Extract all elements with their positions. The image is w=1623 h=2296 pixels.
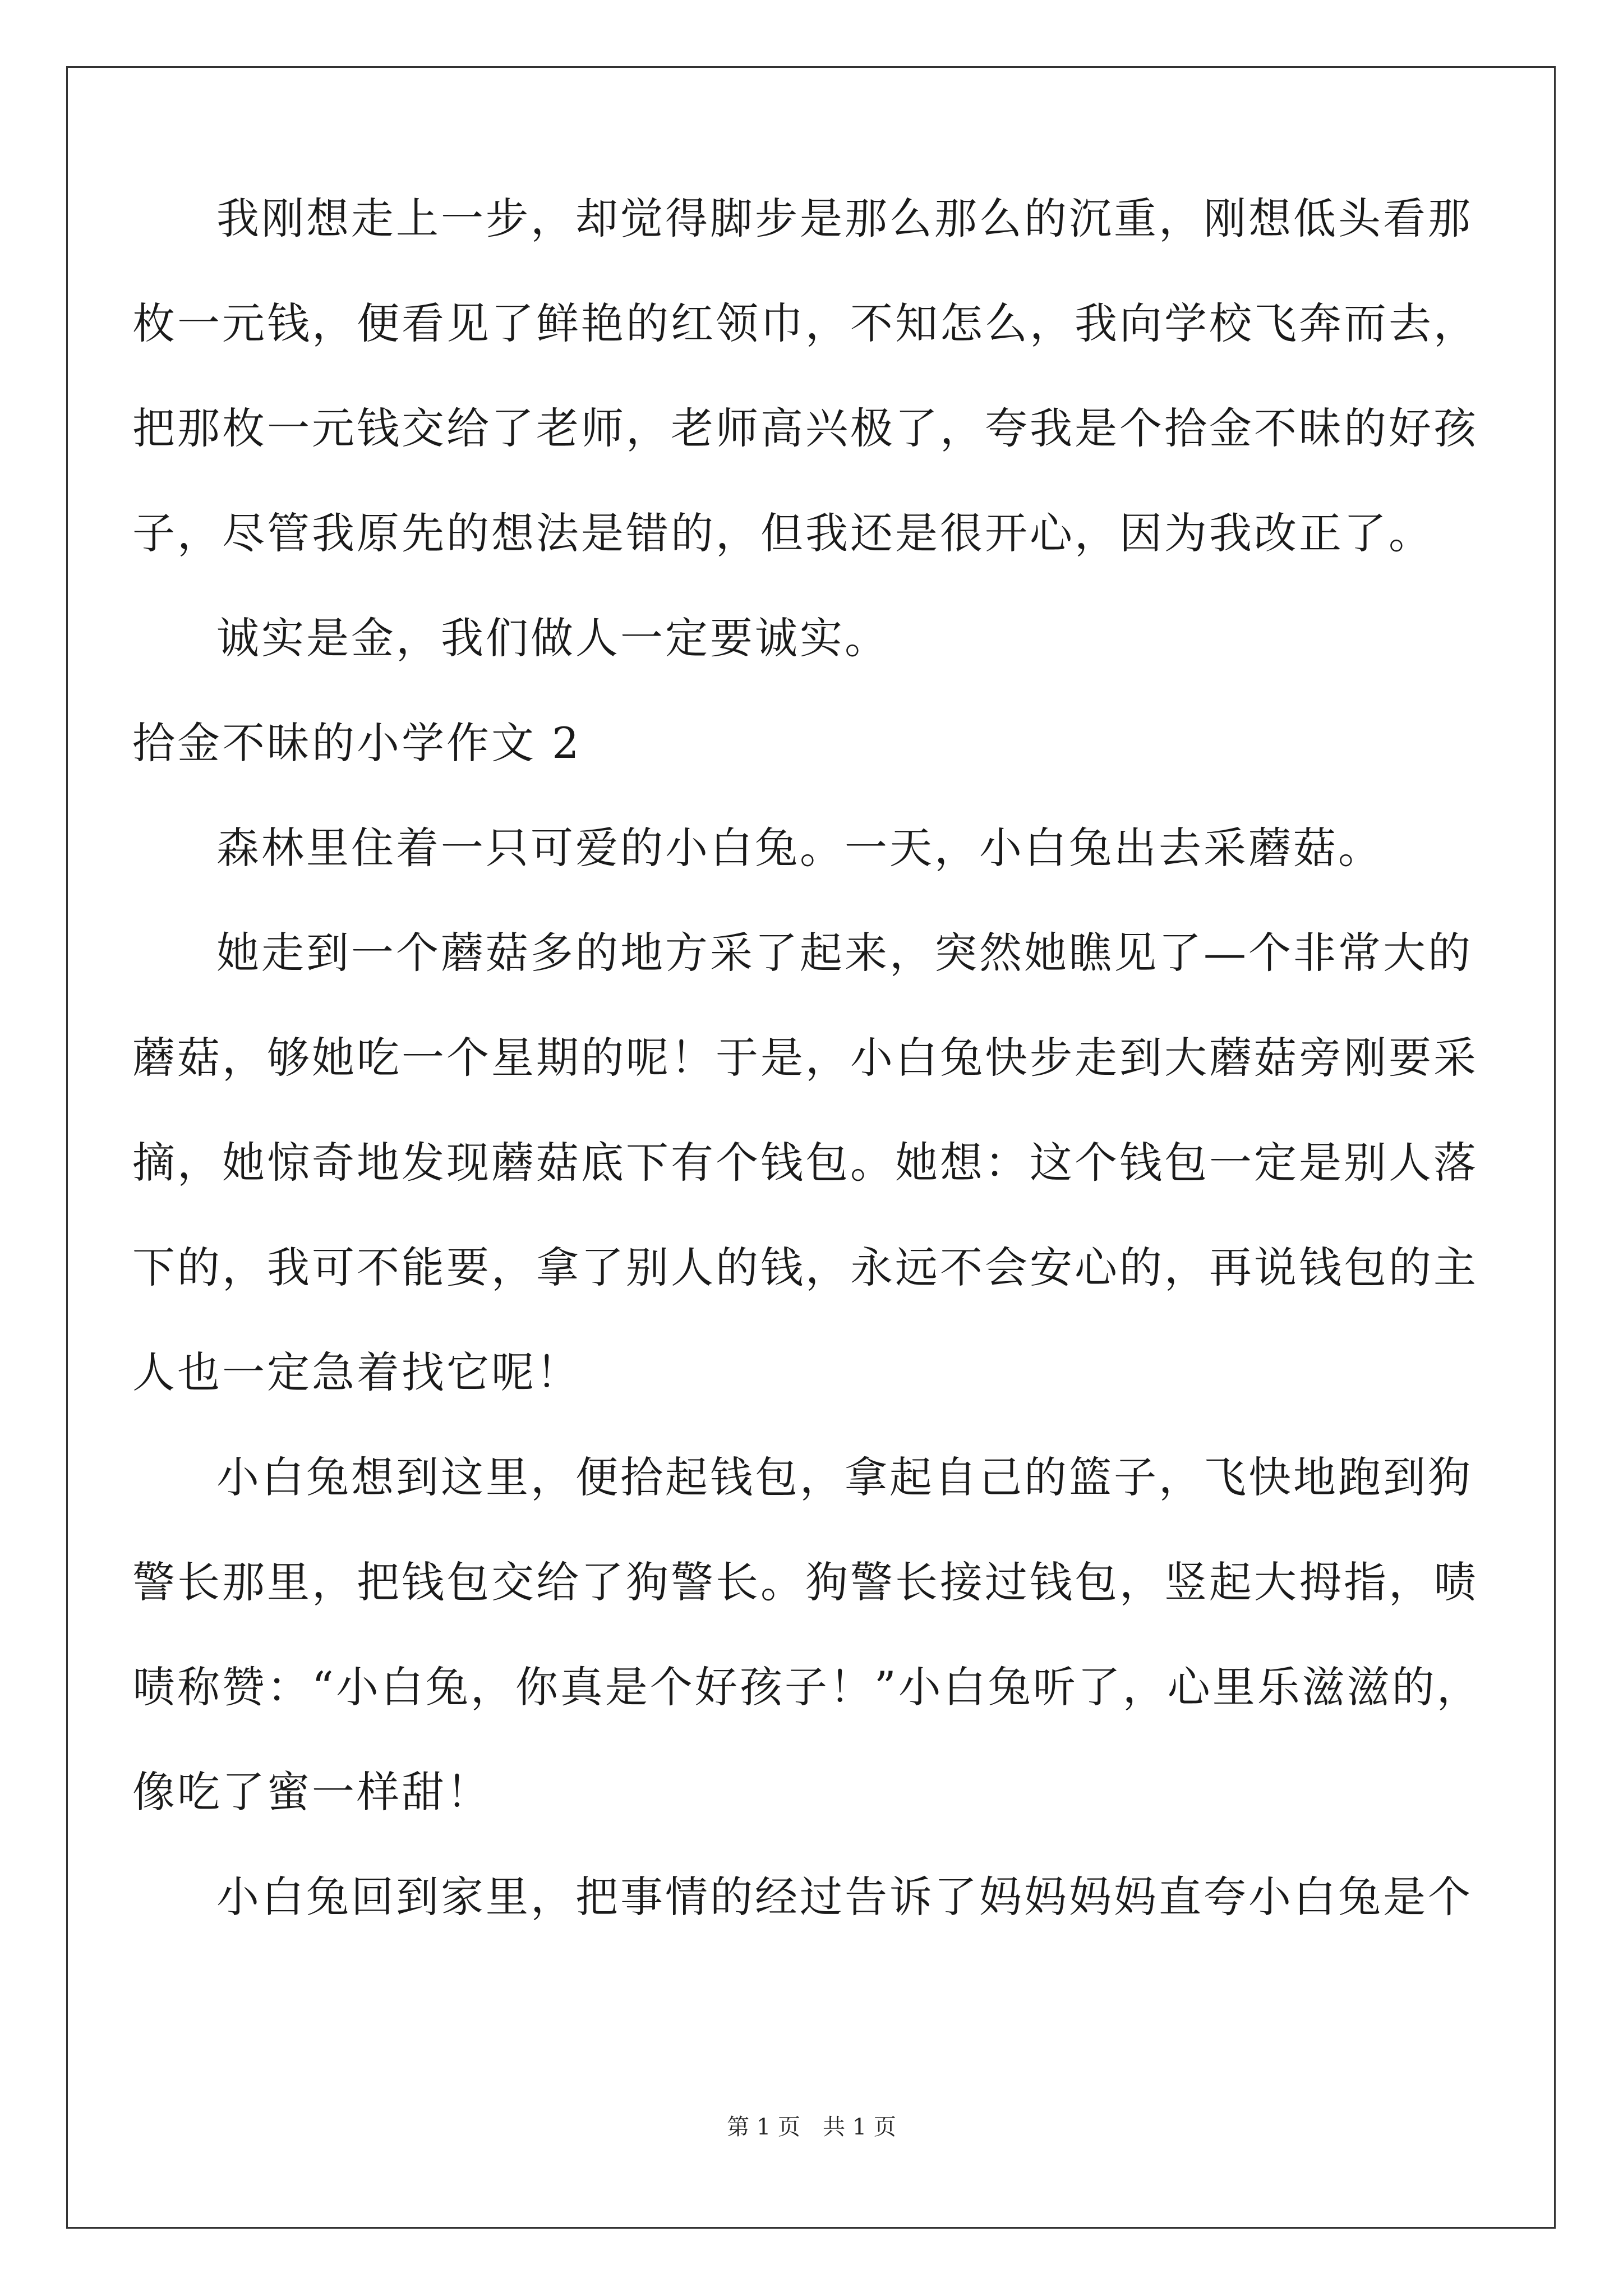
paragraph-line: 啧称赞：“小白兔，你真是个好孩子！”小白兔听了，心里乐滋滋的， bbox=[132, 1662, 1482, 1712]
paragraph-line: 子，尽管我原先的想法是错的，但我还是很开心，因为我改正了。 bbox=[132, 508, 1433, 558]
paragraph-line: 人也一定急着找它呢！ bbox=[132, 1347, 581, 1397]
paragraph-line: 我刚想走上一步，却觉得脚步是那么那么的沉重，刚想低头看那 bbox=[216, 194, 1473, 243]
paragraph-line: 枚一元钱，便看见了鲜艳的红领巾，不知怎么，我向学校飞奔而去， bbox=[132, 298, 1478, 348]
paragraph-line: 她走到一个蘑菇多的地方采了起来，突然她瞧见了—个非常大的 bbox=[216, 928, 1473, 978]
paragraph-line: 警长那里，把钱包交给了狗警长。狗警长接过钱包，竖起大拇指，啧 bbox=[132, 1557, 1478, 1607]
paragraph-line: 蘑菇，够她吃一个星期的呢！于是，小白兔快步走到大蘑菇旁刚要采 bbox=[132, 1033, 1478, 1083]
paragraph-line: 小白兔回到家里，把事情的经过告诉了妈妈妈妈直夸小白兔是个 bbox=[216, 1872, 1473, 1922]
paragraph-line: 小白兔想到这里，便拾起钱包，拿起自己的篮子，飞快地跑到狗 bbox=[216, 1452, 1473, 1502]
paragraph-line: 森林里住着一只可爱的小白兔。一天，小白兔出去采蘑菇。 bbox=[216, 823, 1383, 873]
paragraph-line: 摘，她惊奇地发现蘑菇底下有个钱包。她想：这个钱包一定是别人落 bbox=[132, 1138, 1478, 1188]
paragraph-line: 诚实是金，我们做人一定要诚实。 bbox=[216, 613, 889, 663]
paragraph-line: 像吃了蜜一样甜！ bbox=[132, 1767, 491, 1817]
section-heading: 拾金不昧的小学作文 2 bbox=[132, 718, 582, 768]
page-number-footer: 第 1 页 共 1 页 bbox=[727, 2114, 896, 2140]
paragraph-line: 把那枚一元钱交给了老师，老师高兴极了，夸我是个拾金不昧的好孩 bbox=[132, 403, 1478, 453]
paragraph-line: 下的，我可不能要，拿了别人的钱，永远不会安心的，再说钱包的主 bbox=[132, 1243, 1478, 1292]
